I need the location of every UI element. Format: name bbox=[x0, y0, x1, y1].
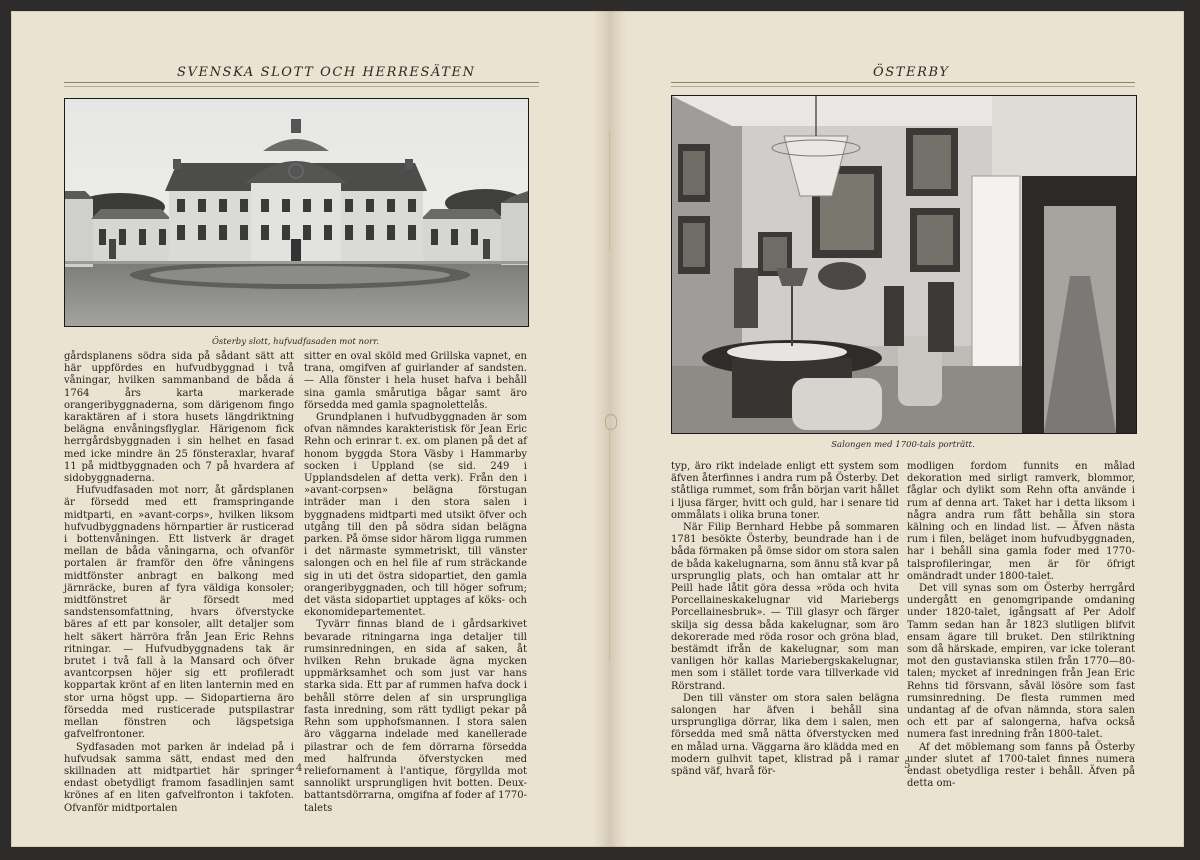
facade-window bbox=[345, 225, 353, 240]
facade-window bbox=[324, 225, 332, 240]
facade-window bbox=[366, 225, 374, 240]
orangery-window bbox=[99, 229, 106, 245]
paragraph: modligen fordom funnits en målad dekoration med sirligt ramverk, blommor, fåglar och dylikt som Rehn ofta använde i rum af denna art. Taket har i detta liksom i några andra rum fått behålla sin stora kälning och en lindad list. — Äfven nästa rum i filen, beläget inom hufvudbyggnaden, har i behåll sina gamla foder med 1770-talsprofileringar, men är för öfrigt omändradt under 1800-talet. bbox=[907, 461, 1135, 582]
paragraph: gårdsplanens södra sida på sådant sätt att här uppfördes en hufvudbyggnad i två våningar, hvilken sammanband de båda á 1764 års karta markerade orangeribyggnaderna, som därigenom fingo karaktären af i stora husets längdriktning belägna envåningsflyglar. Härigenom fick herrgårdsbyggnaden i sin helhet en fasad med icke mindre än 25 fönsteraxlar, hvaraf 11 på midtbyggnaden och 7 på hvardera af sidobyggnaderna. bbox=[64, 351, 294, 485]
right-head-rule bbox=[671, 82, 1135, 83]
paragraph: Grundplanen i hufvudbyggnaden är som ofvan nämndes karakteristisk för Jean Eric Rehn och erinrar t. ex. om planen på det af honom byggda Stora Väsby i Hammarby socken i Uppland (se sid. 249 i Upplandsdelen af detta verk). Från den i »avant-corpsen» belägna förstugan inträder man i den stora salen i byggnadens midtparti med utsikt öfver och utgång till den på södra sidan belägna parken. På ömse sidor härom ligga rummen i det närmaste symmetriskt, till vänster salongen och en hel file af rum sträckande sig in uti det östra sidopartiet, den gamla orangeribyggnaden, och till höger sofrum; det västa sidopartiet upptages af köks- och ekonomidepartementet. bbox=[304, 412, 527, 619]
facade-window bbox=[282, 199, 290, 212]
left-page-number: 4 bbox=[296, 763, 303, 774]
facade-window bbox=[219, 225, 227, 240]
facade-window bbox=[345, 199, 353, 212]
facade-window bbox=[303, 199, 311, 212]
paragraph: Det vill synas som om Österby herrgård undergått en genomgripande omdaning under 1820-talet, igångsatt af Per Adolf Tamm sedan han år 1823 slutligen blifvit ensam ägare till bruket. Den stilriktning som då härskade, empiren, var icke tolerant mot den gustavianska stilen från 1770—80-talen; mycket af inredningen från Jean Eric Rehns tid försvann, såväl lösöre som fast rumsinredning. De flesta rummen med undantag af de ofvan nämnda, stora salen och ett par af salongerna, hafva också numera fast inredning från 1800-talet. bbox=[907, 583, 1135, 741]
left-photo-caption: Österby slott, hufvudfasaden mot norr. bbox=[211, 337, 380, 347]
facade-window bbox=[198, 199, 206, 212]
paragraph: sitter en oval sköld med Grillska vapnet, en trana, omgifven af guirlander af sandsten. — Alla fönster i hela huset hafva i behåll sina gamla smårutiga bågar samt äro försedda med gamla spagnolettelås. bbox=[304, 351, 527, 411]
orangery-window bbox=[139, 229, 146, 245]
right-photo-caption: Salongen med 1700-tals porträtt. bbox=[831, 440, 975, 450]
right-head-rule-thin bbox=[671, 86, 1135, 87]
left-column-1 bbox=[64, 351, 294, 814]
binding-thread bbox=[605, 414, 617, 430]
left-column-2 bbox=[304, 351, 527, 814]
paragraph: Af det möblemang som fanns på Österby under slutet af 1700-talet finnes numera endast obetydliga rester i behåll. Äfven på detta om- bbox=[907, 741, 1135, 790]
facade-window bbox=[177, 199, 185, 212]
binding-stitch bbox=[609, 131, 610, 251]
right-running-head: ÖSTERBY bbox=[873, 65, 950, 80]
orangery-window bbox=[431, 229, 438, 245]
salon-interior-photo bbox=[671, 95, 1137, 434]
paragraph: Tyvärr finnas bland de i gårdsarkivet bevarade ritningarna inga detaljer till rumsinredningen, en sida af saken, åt hvilken Rehn brukade ägna mycken uppmärksamhet och som just var hans starka sida. Ett par af rummen hafva dock i behåll större delen af sin ursprungliga fasta inredning, som rätt tydligt pekar på Rehn som upphofsmannen. I stora salen äro väggarna indelade med kanellerade pilastrar och de fem dörrarna försedda med halfrunda öfverstycken med reliefornament à l'antique, förgyllda mot sannolikt ursprungligen hvit botten. Deux-battantsdörrarna, omgifna af foder af 1770-talets bbox=[304, 619, 527, 814]
right-column-2 bbox=[907, 461, 1135, 790]
facade-window bbox=[219, 199, 227, 212]
orangery-window bbox=[451, 229, 458, 245]
facade-window bbox=[261, 225, 269, 240]
facade-window bbox=[240, 225, 248, 240]
facade-window bbox=[324, 199, 332, 212]
facade-window bbox=[408, 225, 416, 240]
orangery-window bbox=[471, 229, 478, 245]
facade-window bbox=[387, 225, 395, 240]
facade-window bbox=[177, 225, 185, 240]
right-page-number: 5 bbox=[904, 760, 911, 771]
binding-stitch bbox=[609, 431, 610, 661]
facade-window bbox=[303, 225, 311, 240]
right-column-1 bbox=[671, 461, 899, 778]
paragraph: Hufvudfasaden mot norr, åt gårdsplanen är försedd med ett framspringande midtparti, en »avant-corps», hvilken liksom hufvudbyggnadens hörnpartier är rusticerad i bottenvåningen. Ett listverk är draget mellan de båda våningarna, och ofvanför portalen är framför den öfre våningens midtfönster anbragt en balkong med järnräcke, buren af fyra väldiga konsoler; midtfönstret är försedt med sandstensomfattning, hvars öfverstycke bäres af ett par konsoler, allt detaljer som helt säkert härröra från Jean Eric Rehns ritningar. — Hufvudbyggnadens tak är brutet i två fall à la Mansard och öfver avantcorpsen höjer sig ett profileradt koppartak krönt af en liten lanternin med en stor urna högst upp. — Sidopartierna äro försedda med rusticerade putspilastrar mellan fönstren och lägspetsiga gafvelfrontoner. bbox=[64, 485, 294, 741]
facade-window bbox=[366, 199, 374, 212]
facade-window bbox=[408, 199, 416, 212]
orangery-window bbox=[159, 229, 166, 245]
facade-window bbox=[261, 199, 269, 212]
left-running-head: SVENSKA SLOTT OCH HERRESÄTEN bbox=[177, 65, 476, 80]
paragraph: typ, äro rikt indelade enligt ett system som äfven återfinnes i andra rum på Österby. Det ståtliga rummet, som från början varit hållet i ljusa färger, hvitt och guld, har i senare tid ommålats i olika bruna toner. bbox=[671, 461, 899, 521]
facade-window bbox=[240, 199, 248, 212]
paragraph: Den till vänster om stora salen belägna salongen har äfven i behåll sina ursprungliga dörrar, lika dem i salen, men försedda med små nätta öfverstycken med en målad urna. Väggarna äro klädda med en modern gulhvit tapet, klistrad på i ramar spänd väf, hvarå för- bbox=[671, 692, 899, 778]
facade-window bbox=[387, 199, 395, 212]
paragraph: Sydfasaden mot parken är indelad på i hufvudsak samma sätt, endast med den skillnaden att midtpartiet här springer endast obetydligt framom fasadlinjen samt krönes af en liten gafvelfronton i takfoten. Ofvanför midtportalen bbox=[64, 741, 294, 814]
book-spread bbox=[11, 11, 1184, 847]
paragraph: När Filip Bernhard Hebbe på sommaren 1781 besökte Österby, beundrade han i de båda förmaken på ömse sidor om stora salen de båda kakelugnarna, som ännu stå kvar på ursprunglig plats, och han omtalar att hr Peill hade låtit göra dessa »röda och hvita Porcellaineskakelugnar vid Mariebergs Porcellainesbruk». — Till glasyr och färger skilja sig dessa båda kakelugnar, som äro dekorerade med röda rosor och gröna blad, bestämdt ifrån de kakelugnar, som man vanligen hör kallas Mariebergskakelugnar, men som i stället torde vara tillverkade vid Rörstrand. bbox=[671, 522, 899, 692]
manor-exterior-photo bbox=[64, 98, 529, 327]
left-head-rule bbox=[64, 82, 539, 83]
left-head-rule-thin bbox=[64, 86, 539, 87]
facade-window bbox=[198, 225, 206, 240]
orangery-window bbox=[119, 229, 126, 245]
facade-window bbox=[282, 225, 290, 240]
